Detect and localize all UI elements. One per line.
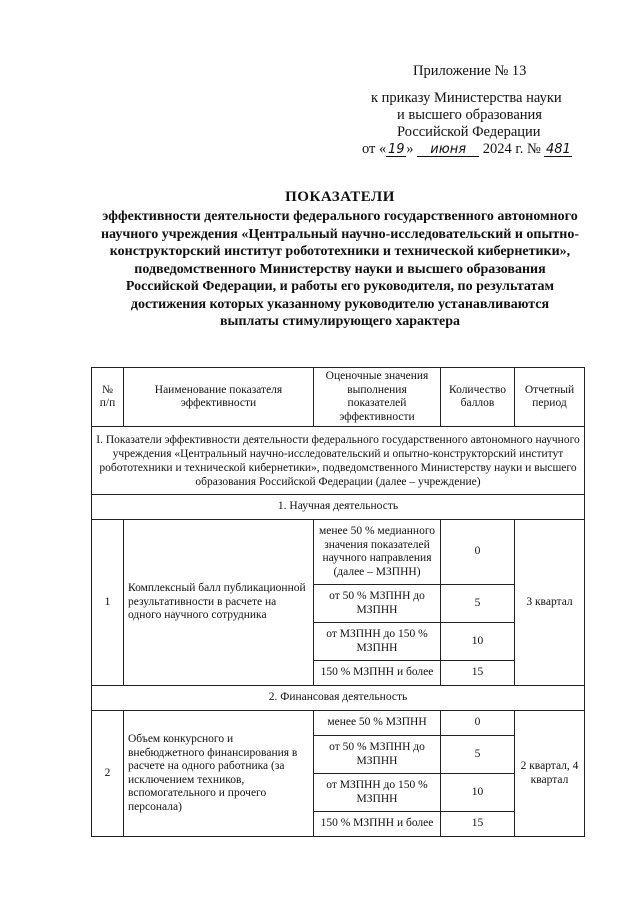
header-num: № п/п [92, 368, 124, 427]
order-date-line [362, 140, 572, 158]
header-values: Оценочные значения выполнения показателей эффективности [314, 368, 441, 427]
value-cell: менее 50 % МЗПНН [314, 711, 441, 736]
points-cell: 5 [441, 585, 515, 623]
period-cell: 2 квартал, 4 квартал [515, 711, 585, 837]
date-month: июня [417, 143, 479, 157]
group-title: 2. Финансовая деятельность [92, 686, 585, 711]
value-cell: от МЗПНН до 150 % МЗПНН [314, 623, 441, 661]
points-cell: 0 [441, 711, 515, 736]
order-line-2: и высшего образования [397, 107, 542, 123]
appendix-title: Приложение № 13 [413, 63, 527, 79]
points-cell: 15 [441, 812, 515, 837]
indicator-name: Объем конкурсного и внебюджетного финансирования в расчете на одного работника (за исключением техников, вспомогательного и прочего персонала) [124, 711, 314, 837]
table-row [92, 711, 585, 736]
period-cell: 3 квартал [515, 520, 585, 686]
date-year: 2024 г. № [479, 141, 545, 157]
value-cell: 150 % МЗПНН и более [314, 812, 441, 837]
order-line-3: Российской Федерации [397, 124, 541, 140]
value-cell: 150 % МЗПНН и более [314, 661, 441, 686]
group-title-row [92, 686, 585, 711]
date-mid: » [406, 141, 418, 157]
header-period: Отчетный период [515, 368, 585, 427]
section-row [92, 427, 585, 495]
points-cell: 10 [441, 774, 515, 812]
section-title: I. Показатели эффективности деятельности федерального государственного автономного научного учреждения «Центральный научно-исследовательский и опытно-конструкторский институт робототехники и технической кибернетики», подведомственного Министерству науки и высшего образования Российской Федерации (далее – учреждение) [92, 427, 585, 495]
group-title: 1. Научная деятельность [92, 495, 585, 520]
order-line-1: к приказу Министерства науки [371, 90, 562, 106]
value-cell: от 50 % МЗПНН до МЗПНН [314, 585, 441, 623]
date-day: 19 [388, 142, 405, 157]
document-title: ПОКАЗАТЕЛИ [285, 189, 395, 205]
points-cell: 15 [441, 661, 515, 686]
value-cell: менее 50 % медианного значения показателей научного направления (далее – МЗПНН) [314, 520, 441, 585]
points-cell: 5 [441, 736, 515, 774]
value-cell: от МЗПНН до 150 % МЗПНН [314, 774, 441, 812]
group-title-row [92, 495, 585, 520]
header-points: Количество баллов [441, 368, 515, 427]
order-number: 481 [546, 142, 571, 157]
row-number: 1 [92, 520, 124, 686]
value-cell: от 50 % МЗПНН до МЗПНН [314, 736, 441, 774]
indicator-name: Комплексный балл публикационной результативности в расчете на одного научного сотрудника [124, 520, 314, 686]
points-cell: 10 [441, 623, 515, 661]
table-header-row [92, 368, 585, 427]
header-name: Наименование показателя эффективности [124, 368, 314, 427]
points-cell: 0 [441, 520, 515, 585]
document-subtitle: эффективности деятельности федерального государственного автономного научного учреждения «Центральный научно-исследовательский и опытно-конструкторский институт робототехники и технической кибернетики», подведомственного Министерству науки и высшего образования Российской Федерации, и работы его руководителя, по результатам достижения которых указанному руководителю устанавливаются выплаты стимулирующего характера [100, 209, 580, 329]
row-number: 2 [92, 711, 124, 837]
indicators-table [91, 367, 585, 837]
date-prefix: от « [362, 141, 387, 157]
table-row [92, 520, 585, 585]
